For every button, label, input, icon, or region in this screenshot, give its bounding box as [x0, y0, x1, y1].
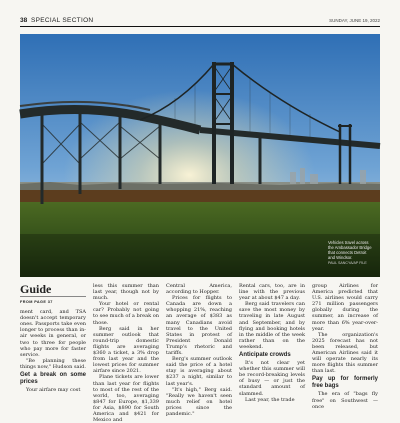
paragraph: Your hotel or rental car? Probably not going to see much of a break on those.	[93, 301, 159, 326]
photo-credit: PAUL SANCYA/AP FILE	[328, 261, 367, 265]
bridge-photo	[20, 34, 380, 277]
paragraph: Berg said in her summer outlook that round-trip domestic flights are averaging $360 a ticket, a 3% drop from last year and the lowest prices for summer airfare since 2021.	[93, 325, 159, 375]
bridge-illustration	[20, 34, 380, 277]
caption-text: Vehicles travel across the Ambassador Bridge that connects Detroit and Windsor.	[328, 240, 372, 260]
article-column-5	[312, 283, 378, 410]
paragraph: Rental cars, too, are in line with the previous year at about $47 a day.	[239, 283, 305, 302]
paragraph: Central America, according to Hopper.	[166, 283, 232, 296]
paragraph: ment card, and TSA doesn't accept temporary ones. Passports take even longer to process than in-air weeks in general, or two to three for people who pay more for faster service.	[20, 309, 86, 358]
paragraph: Berg's summer outlook said the price of a hotel stay is averaging about $237 a night, similar to last year's.	[166, 356, 232, 387]
paragraph: Last year, the trade	[245, 396, 295, 403]
article-column-2	[93, 283, 159, 423]
page-header	[20, 14, 380, 28]
subheading: Anticipate crowds	[239, 352, 291, 359]
paragraph: The era of "bags fly free" on Southwest — once	[312, 391, 378, 410]
article-kicker: Guide	[20, 282, 52, 296]
paragraph: Prices for flights to Canada are down a whopping 21%, reaching an average of $383 as many Canadians avoid travel to the United States in protest of President Donald Trump's rhetoric and tariffs.	[166, 295, 232, 357]
header-rule	[20, 26, 380, 27]
paragraph: group Airlines for America predicted that U.S. airlines would carry 271 million passengers globally during the summer, an increase of more than 6% year-over-year.	[312, 283, 378, 332]
paragraph: Your airfare may cost	[26, 387, 81, 394]
article-body	[20, 282, 380, 423]
article-column-1	[20, 283, 86, 395]
paragraph: It's not clear yet whether this summer will be record-breaking levels of busy — or just the standard amount of slammed.	[239, 360, 305, 397]
photo-caption	[328, 240, 374, 266]
section-label: SPECIAL SECTION	[31, 17, 94, 24]
subheading: Pay up for formerly free bags	[312, 376, 378, 390]
continued-from: FROM PAGE 37	[20, 296, 86, 305]
paragraph: Berg said travelers can save the most money by traveling in late August and September, and by flying and booking hotels in the middle of the week rather than on the weekend.	[239, 301, 305, 350]
paragraph: "It's high," Berg said. "Really we haven't seen much relief on hotel prices since the pandemic."	[166, 386, 232, 417]
subheading: Get a break on some prices	[20, 372, 86, 386]
dateline: SUNDAY, JUNE 19, 2022	[329, 18, 380, 23]
article-column-4	[239, 283, 305, 403]
paragraph: "Be planning these things now," Hudson said.	[20, 357, 86, 370]
article-column-3	[166, 283, 232, 417]
paragraph: The organization's 2025 forecast has not been released, but American Airlines said it will operate nearly its more flights this summer than last.	[312, 331, 378, 375]
page-number: 38	[20, 17, 28, 24]
paragraph: Plane tickets are lower than last year for flights to most of the rest of the world, too, averaging $847 for Europe, $1,339 for Asia, $890 for South America and $421 for Mexico and	[93, 374, 159, 423]
paragraph: less this summer than last year, though not by much.	[93, 283, 159, 302]
